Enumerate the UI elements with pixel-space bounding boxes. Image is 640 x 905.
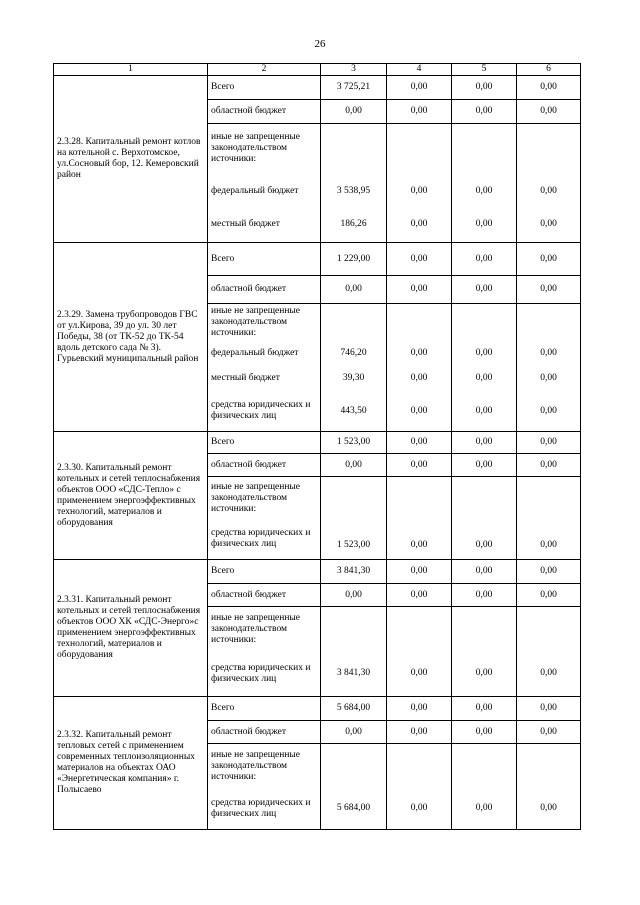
- value-sources-cell: [452, 477, 517, 560]
- budget-table: [53, 63, 581, 830]
- budget-label-federal: федеральный бюджет: [211, 348, 299, 358]
- value-cell: 0,00: [475, 539, 493, 550]
- value-cell: 0,00: [387, 243, 452, 276]
- budget-label-total: Всего: [208, 560, 321, 584]
- col-header-2: 2: [208, 64, 321, 76]
- value-legal: 5 684,00: [336, 803, 371, 813]
- value-cell: 0,00: [517, 76, 581, 100]
- budget-sources-cell: [208, 607, 321, 697]
- value-total: 1 229,00: [321, 243, 387, 276]
- value-sources-cell: [452, 304, 517, 432]
- value-cell: 0,00: [452, 454, 517, 477]
- item-description: 2.3.32. Капитальный ремонт тепловых сетей с применением современных теплоизоляционных материалов на объектах ОАО «Энергетическая компания» г. Полысаево: [54, 697, 208, 830]
- value-sources-cell: [517, 607, 581, 697]
- value-sources-cell: [517, 744, 581, 830]
- col-header-6: 6: [517, 64, 581, 76]
- value-cell: 0,00: [475, 373, 493, 383]
- value-local: 186,26: [340, 218, 367, 229]
- value-total: 1 523,00: [321, 432, 387, 454]
- budget-label-legal: средства юридических и физических лиц: [211, 662, 311, 684]
- value-cell: 0,00: [540, 218, 557, 229]
- value-federal: 746,20: [340, 348, 367, 358]
- value-sources-cell: [452, 607, 517, 697]
- value-cell: 0,00: [517, 100, 581, 124]
- budget-label-total: Всего: [208, 432, 321, 454]
- value-cell: 0,00: [452, 432, 517, 454]
- budget-label-legal: средства юридических и физических лиц: [211, 528, 311, 549]
- value-cell: 0,00: [540, 348, 557, 358]
- value-cell: 0,00: [475, 405, 493, 416]
- value-cell: 0,00: [410, 668, 428, 678]
- budget-label-local: местный бюджет: [211, 373, 280, 383]
- value-regional: 0,00: [321, 276, 387, 304]
- value-cell: 0,00: [410, 218, 428, 229]
- item-description: 2.3.29. Замена трубопроводов ГВС от ул.Кирова, 39 до ул. 30 лет Победы, 38 (от ТК-52 до ТК-54 вдоль детского сада № 3). Гурьевский муниципальный район: [54, 243, 208, 432]
- budget-label-total: Всего: [208, 243, 321, 276]
- value-sources-cell: [321, 607, 387, 697]
- value-legal: 1 523,00: [336, 539, 371, 550]
- value-regional: 0,00: [321, 584, 387, 607]
- budget-label-local: местный бюджет: [211, 218, 280, 229]
- value-cell: 0,00: [452, 584, 517, 607]
- table-row: [54, 76, 581, 100]
- budget-label-other: иные не запрещенные законодательством источники:: [211, 612, 301, 645]
- value-cell: 0,00: [387, 721, 452, 744]
- value-sources-cell: [387, 477, 452, 560]
- value-cell: 0,00: [387, 76, 452, 100]
- value-cell: 0,00: [387, 584, 452, 607]
- item-description: 2.3.30. Капитальный ремонт котельных и сетей теплоснабжения объектов ООО «СДС-Тепло» с применением энергоэффективных технологий, материалов и оборудования: [54, 432, 208, 560]
- value-cell: 0,00: [452, 100, 517, 124]
- value-cell: 0,00: [540, 185, 557, 196]
- budget-label-regional: областной бюджет: [208, 100, 321, 124]
- value-regional: 0,00: [321, 100, 387, 124]
- value-cell: 0,00: [452, 76, 517, 100]
- value-cell: 0,00: [387, 100, 452, 124]
- value-cell: 0,00: [387, 560, 452, 584]
- value-cell: 0,00: [410, 539, 428, 550]
- budget-sources-cell: [208, 744, 321, 830]
- value-cell: 0,00: [452, 721, 517, 744]
- value-sources-cell: [321, 744, 387, 830]
- value-total: 3 841,30: [321, 560, 387, 584]
- value-sources-cell: [517, 124, 581, 243]
- budget-label-other: иные не запрещенные законодательством источники:: [211, 132, 301, 164]
- value-cell: 0,00: [540, 803, 557, 813]
- value-cell: 0,00: [410, 803, 428, 813]
- budget-label-other: иные не запрещенные законодательством источники:: [211, 749, 301, 782]
- value-cell: 0,00: [387, 432, 452, 454]
- value-cell: 0,00: [452, 560, 517, 584]
- budget-label-regional: областной бюджет: [208, 584, 321, 607]
- budget-label-total: Всего: [208, 76, 321, 100]
- value-total: 3 725,21: [321, 76, 387, 100]
- budget-label-regional: областной бюджет: [208, 276, 321, 304]
- budget-sources-cell: [208, 124, 321, 243]
- value-legal: 443,50: [340, 405, 367, 416]
- value-cell: 0,00: [452, 697, 517, 721]
- item-description: 2.3.28. Капитальный ремонт котлов на котельной с. Верхотомское, ул.Сосновый бор, 12. Кемеровский район: [54, 76, 208, 243]
- value-cell: 0,00: [517, 584, 581, 607]
- value-cell: 0,00: [387, 276, 452, 304]
- value-cell: 0,00: [475, 218, 493, 229]
- table-row: [54, 432, 581, 454]
- value-sources-cell: [452, 744, 517, 830]
- value-cell: 0,00: [540, 405, 557, 416]
- budget-label-federal: федеральный бюджет: [211, 185, 299, 196]
- value-cell: 0,00: [387, 454, 452, 477]
- value-sources-cell: [321, 477, 387, 560]
- value-local: 39,30: [342, 373, 365, 383]
- value-sources-cell: [387, 607, 452, 697]
- value-cell: 0,00: [540, 373, 557, 383]
- col-header-4: 4: [387, 64, 452, 76]
- value-legal: 3 841,30: [336, 668, 371, 678]
- value-cell: 0,00: [517, 243, 581, 276]
- budget-sources-cell: [208, 477, 321, 560]
- value-sources-cell: [321, 304, 387, 432]
- header-row: [54, 64, 581, 76]
- value-sources-cell: [452, 124, 517, 243]
- value-cell: 0,00: [475, 668, 493, 678]
- value-regional: 0,00: [321, 721, 387, 744]
- table-row: [54, 560, 581, 584]
- table-row: [54, 243, 581, 276]
- page-number: 26: [314, 38, 326, 50]
- value-cell: 0,00: [517, 454, 581, 477]
- value-cell: 0,00: [475, 185, 493, 196]
- budget-label-regional: областной бюджет: [208, 721, 321, 744]
- col-header-5: 5: [452, 64, 517, 76]
- value-federal: 3 538,95: [336, 185, 371, 196]
- budget-label-other: иные не запрещенные законодательством источники:: [211, 481, 301, 514]
- value-cell: 0,00: [517, 432, 581, 454]
- value-cell: 0,00: [540, 668, 557, 678]
- value-sources-cell: [387, 124, 452, 243]
- value-sources-cell: [517, 477, 581, 560]
- value-sources-cell: [387, 744, 452, 830]
- budget-label-legal: средства юридических и физических лиц: [211, 797, 311, 819]
- value-cell: 0,00: [540, 539, 557, 550]
- value-cell: 0,00: [475, 803, 493, 813]
- value-cell: 0,00: [410, 405, 428, 416]
- table-row: [54, 697, 581, 721]
- budget-sources-cell: [208, 304, 321, 432]
- col-header-3: 3: [321, 64, 387, 76]
- col-header-1: 1: [54, 64, 208, 76]
- budget-label-legal: средства юридических и физических лиц: [211, 400, 311, 421]
- value-total: 5 684,00: [321, 697, 387, 721]
- budget-label-regional: областной бюджет: [208, 454, 321, 477]
- budget-label-other: иные не запрещенные законодательством источники:: [211, 306, 301, 338]
- value-sources-cell: [517, 304, 581, 432]
- value-cell: 0,00: [452, 276, 517, 304]
- value-cell: 0,00: [517, 721, 581, 744]
- value-cell: 0,00: [517, 276, 581, 304]
- value-cell: 0,00: [452, 243, 517, 276]
- value-sources-cell: [321, 124, 387, 243]
- value-cell: 0,00: [410, 185, 428, 196]
- value-cell: 0,00: [410, 348, 428, 358]
- value-regional: 0,00: [321, 454, 387, 477]
- value-cell: 0,00: [517, 560, 581, 584]
- budget-label-total: Всего: [208, 697, 321, 721]
- value-sources-cell: [387, 304, 452, 432]
- value-cell: 0,00: [475, 348, 493, 358]
- value-cell: 0,00: [387, 697, 452, 721]
- item-description: 2.3.31. Капитальный ремонт котельных и сетей теплоснабжения объектов ООО ХК «СДС-Энерго»с применением энергоэффективных технологий, материалов и оборудования: [54, 560, 208, 697]
- value-cell: 0,00: [410, 373, 428, 383]
- value-cell: 0,00: [517, 697, 581, 721]
